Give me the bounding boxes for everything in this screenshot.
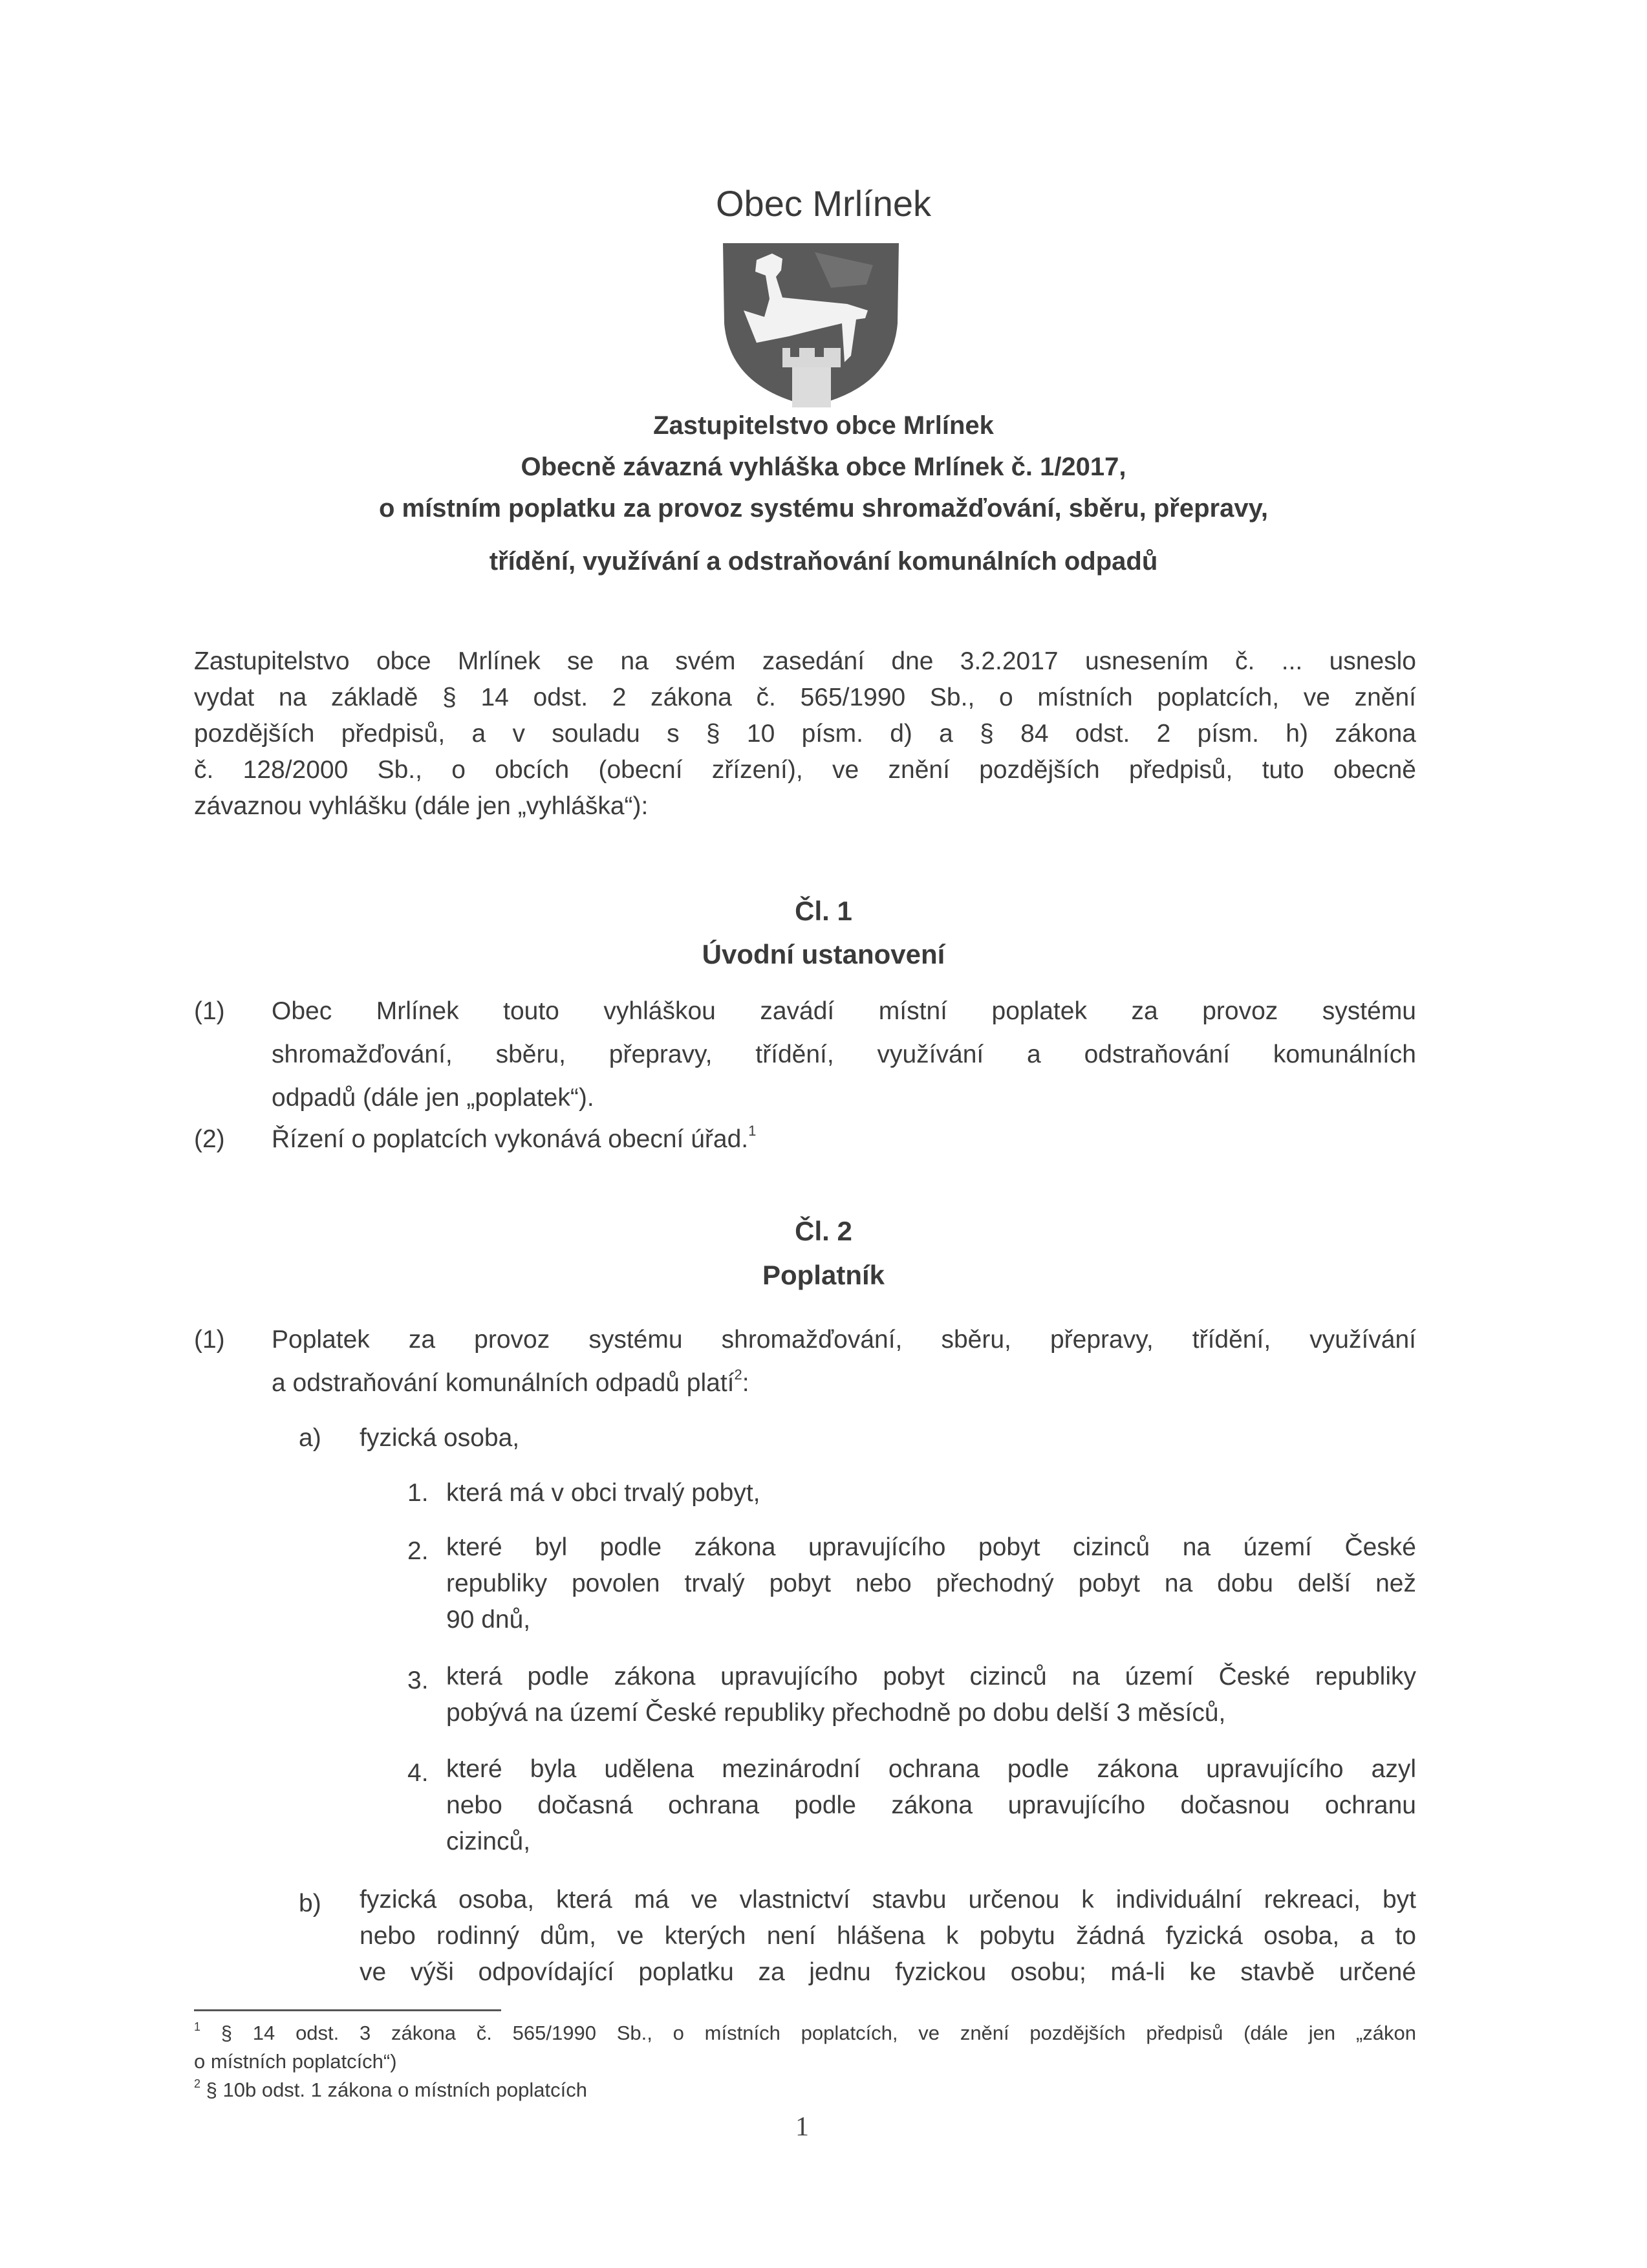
footnote-text: o místních poplatcích“)	[194, 2050, 397, 2073]
footnote-text: § 10b odst. 1 zákona o místních poplatcích	[206, 2079, 588, 2101]
footnote-separator	[194, 2009, 501, 2011]
subitem-label: 2.	[407, 1537, 429, 1565]
article-2-number: Čl. 2	[795, 1216, 852, 1246]
paragraph-line: Obec Mrlínek touto vyhláškou zavádí místní poplatek za provoz systému	[272, 997, 1416, 1025]
footnote-1	[194, 2019, 1416, 2076]
item-line: ve výši odpovídající poplatku za jednu fyzickou osobu; má-li ke stavbě určené	[360, 1958, 1416, 1986]
subitem-label: 1.	[407, 1479, 429, 1507]
paragraph-line: Poplatek za provoz systému shromažďování, sběru, přepravy, třídění, využívání	[272, 1326, 1416, 1354]
coat-of-arms-icon	[718, 239, 904, 409]
item-line: fyzická osoba, která má ve vlastnictví stavbu určenou k individuální rekreaci, byt	[360, 1886, 1416, 1914]
council-heading: Zastupitelstvo obce Mrlínek	[653, 411, 994, 440]
preamble-paragraph	[194, 643, 1416, 825]
preamble-line: č. 128/2000 Sb., o obcích (obecní zřízení), ve znění pozdějších předpisů, tuto obecně	[194, 756, 1416, 784]
footnote-number: 2	[194, 2077, 201, 2090]
footnote-number: 1	[194, 2020, 201, 2033]
item-label: b)	[299, 1890, 321, 1917]
footnote-ref[interactable]: 2	[734, 1366, 742, 1383]
subitem-line: které byla udělena mezinárodní ochrana podle zákona upravujícího azyl	[446, 1755, 1416, 1783]
paragraph-line: odpadů (dále jen „poplatek“).	[272, 1084, 594, 1112]
footnote-2	[194, 2076, 1416, 2104]
subitem-line: cizinců,	[446, 1828, 531, 1855]
subitem-label: 4.	[407, 1759, 429, 1787]
article-1-title: Úvodní ustanovení	[702, 939, 945, 969]
paragraph-label: (1)	[194, 1326, 225, 1354]
page-number: 1	[795, 2112, 809, 2142]
footnote-text: § 14 odst. 3 zákona č. 565/1990 Sb., o místních poplatcích, ve znění pozdějších předpisů (dále jen „zákon	[221, 2022, 1416, 2044]
preamble-line: vydat na základě § 14 odst. 2 zákona č. 565/1990 Sb., o místních poplatcích, ve znění	[194, 684, 1416, 711]
decree-subject-line-1: o místním poplatku za provoz systému shromažďování, sběru, přepravy,	[378, 494, 1269, 523]
paragraph-line: a odstraňování komunálních odpadů platí	[272, 1369, 735, 1397]
article-2-title: Poplatník	[762, 1260, 885, 1290]
subitem-label: 3.	[407, 1667, 429, 1694]
subitem-line: nebo dočasná ochrana podle zákona upravujícího dočasnou ochranu	[446, 1791, 1416, 1819]
preamble-line: Zastupitelstvo obce Mrlínek se na svém zasedání dne 3.2.2017 usnesením č. ... usneslo	[194, 647, 1416, 675]
paragraph-label: (1)	[194, 997, 225, 1025]
item-text: fyzická osoba,	[360, 1424, 520, 1452]
paragraph-line: shromažďování, sběru, přepravy, třídění, využívání a odstraňování komunálních	[272, 1041, 1416, 1068]
preamble-line: závaznou vyhlášku (dále jen „vyhláška“):	[194, 792, 649, 820]
paragraph-label: (2)	[194, 1125, 225, 1153]
footnote-ref[interactable]: 1	[748, 1123, 757, 1139]
municipality-title: Obec Mrlínek	[716, 183, 931, 224]
punctuation: :	[742, 1369, 749, 1397]
decree-heading: Obecně závazná vyhláška obce Mrlínek č. 1/2017,	[521, 453, 1126, 481]
subitem-line: pobývá na území České republiky přechodně po dobu delší 3 měsíců,	[446, 1699, 1226, 1727]
subitem-line: 90 dnů,	[446, 1606, 531, 1634]
item-label: a)	[299, 1424, 321, 1452]
subitem-line: která podle zákona upravujícího pobyt cizinců na území České republiky	[446, 1663, 1416, 1690]
item-line: nebo rodinný dům, ve kterých není hlášena k pobytu žádná fyzická osoba, a to	[360, 1922, 1416, 1950]
decree-subject-line-2: třídění, využívání a odstraňování komunálních odpadů	[489, 547, 1158, 576]
subitem-line: která má v obci trvalý pobyt,	[446, 1479, 760, 1507]
paragraph-text: Řízení o poplatcích vykonává obecní úřad.	[272, 1125, 749, 1153]
subitem-line: republiky povolen trvalý pobyt nebo přechodný pobyt na dobu delší než	[446, 1570, 1416, 1597]
article-1-number: Čl. 1	[795, 896, 852, 926]
preamble-line: pozdějších předpisů, a v souladu s § 10 písm. d) a § 84 odst. 2 písm. h) zákona	[194, 720, 1416, 748]
subitem-line: které byl podle zákona upravujícího pobyt cizinců na území České	[446, 1533, 1416, 1561]
